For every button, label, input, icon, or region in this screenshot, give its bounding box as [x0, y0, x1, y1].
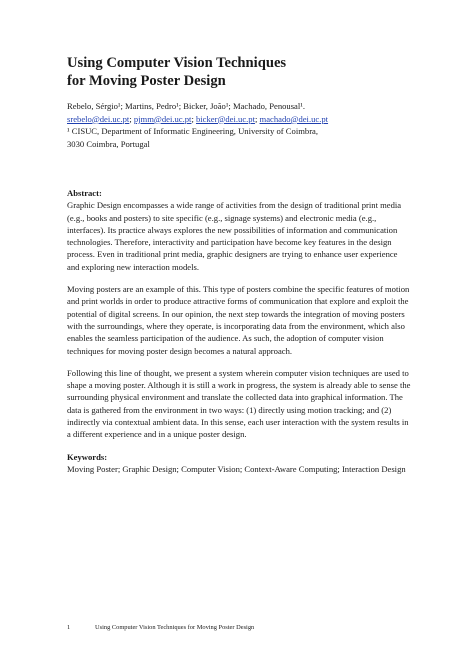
abstract-paragraph-1: Graphic Design encompasses a wide range of activities from the design of traditional print media (e.g., books and posters) to site specific (e.g., signage systems) and electronic media (e.g., interfaces). Its practice always explores the new possibilities of information and communication technologies. Therefore, interactivity and participation have become key features in the design process. Even in traditional print media, graphic designers are trying to enhance user experience and exploring new interaction models. — [67, 200, 402, 272]
abstract-paragraph-2: Moving posters are an example of this. This type of posters combine the specific features of motion and print worlds in order to produce attractive forms of communication that explore and exploit the potential of digital screens. In our opinion, the next step towards the integration of moving posters with the surroundings, where they operate, is incorporating data from the environment, which also enables the seamless participation of the audience. As such, the adoption of computer vision techniques for moving poster design becomes a natural approach. — [67, 284, 410, 356]
email-separator: ; — [129, 113, 132, 124]
page-number: 1 — [67, 624, 71, 631]
email-separator: ; — [191, 113, 194, 124]
email-link-machado[interactable]: machado@dei.uc.pt — [259, 113, 329, 124]
author-names: Rebelo, Sérgio¹; Martins, Pedro¹; Bicker, João¹; Machado, Penousal¹. — [67, 101, 305, 111]
keywords-text: Moving Poster; Graphic Design; Computer Vision; Context-Aware Computing; Interaction Design — [67, 463, 406, 474]
email-link-bicker[interactable]: bicker@dei.uc.pt — [195, 113, 255, 124]
email-link-pjmm[interactable]: pjmm@dei.uc.pt — [133, 113, 192, 124]
paper-title-line-1: Using Computer Vision Techniques — [67, 55, 287, 71]
email-link-srebelo[interactable]: srebelo@dei.uc.pt — [67, 113, 130, 124]
keywords-heading: Keywords: — [67, 451, 108, 462]
paper-body — [67, 187, 412, 485]
affiliation-line-2: 3030 Coimbra, Portugal — [67, 138, 150, 149]
email-separator: ; — [254, 113, 258, 124]
page-footer — [67, 623, 427, 632]
paper-title — [67, 54, 427, 90]
paper-title-line-2: for Moving Poster Design — [67, 73, 226, 89]
abstract-heading: Abstract: — [67, 188, 102, 198]
affiliation-line-1: ¹ CISUC, Department of Informatic Engineering, University of Coimbra, — [67, 126, 319, 137]
running-title: Using Computer Vision Techniques for Moving Poster Design — [95, 624, 255, 631]
author-block — [67, 100, 427, 150]
author-emails — [67, 113, 427, 126]
abstract-paragraph-3: Following this line of thought, we present a system wherein computer vision techniques are used to shape a moving poster. Although it is still a work in progress, the system is already able to sense the surrounding physical environment and translate the collected data into graphical information. The data is gathered from the environment in two ways: (1) directly using motion tracking; and (2) indirectly via contextual ambient data. In this sense, each user interaction with the system results in a different experience and in a unique poster design. — [67, 367, 411, 440]
